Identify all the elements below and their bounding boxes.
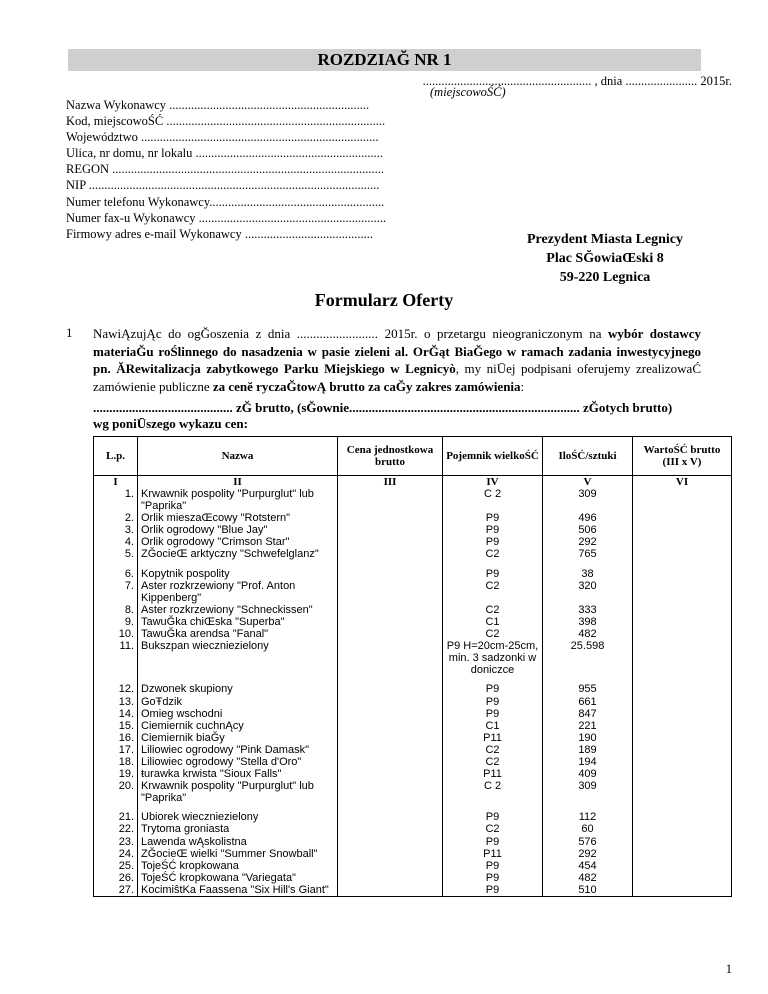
roman-numeral: I <box>94 476 138 489</box>
row-value <box>633 683 732 695</box>
row-capacity: P9 <box>443 536 543 548</box>
row-lp: 24. <box>94 848 138 860</box>
row-value <box>633 488 732 512</box>
row-name: Dzwonek skupiony <box>138 683 338 695</box>
table-row <box>94 548 732 560</box>
header-lp: L.p. <box>94 437 138 476</box>
row-quantity: 398 <box>543 616 633 628</box>
row-unit-price <box>338 640 443 676</box>
row-name: TawuĞka arendsa "Fanal" <box>138 628 338 640</box>
row-name: TawuĞka chiŒska "Superba" <box>138 616 338 628</box>
table-row <box>94 848 732 860</box>
spacer-cell <box>543 676 633 683</box>
row-lp: 12. <box>94 683 138 695</box>
row-lp: 1. <box>94 488 138 512</box>
field-line: Numer fax-u Wykonawcy ............................................................ <box>66 210 387 225</box>
row-quantity: 194 <box>543 756 633 768</box>
row-name: Ubiorek wieczniezielony <box>138 811 338 823</box>
row-value <box>633 604 732 616</box>
row-capacity: P9 <box>443 811 543 823</box>
price-table <box>93 436 732 897</box>
date-line: ...................................................... , dnia ....................... 2015r. <box>422 74 732 88</box>
row-capacity: P9 <box>443 696 543 708</box>
row-lp: 25. <box>94 860 138 872</box>
row-name: Ciemiernik cuchnĄcy <box>138 720 338 732</box>
row-lp: 18. <box>94 756 138 768</box>
table-row <box>94 628 732 640</box>
row-name: KocimiŝtKa Faassena "Six Hill's Giant" <box>138 884 338 897</box>
table-row <box>94 836 732 848</box>
row-capacity: P9 <box>443 568 543 580</box>
price-total-line: ........................................... zĞ brutto, (sĞownie....................................................................... zĞotych brutto) <box>93 400 673 415</box>
spacer-cell <box>338 561 443 568</box>
spacer-cell <box>543 561 633 568</box>
roman-numeral: VI <box>633 476 732 489</box>
row-quantity: 190 <box>543 732 633 744</box>
row-quantity: 847 <box>543 708 633 720</box>
table-row <box>94 512 732 524</box>
row-capacity: C2 <box>443 744 543 756</box>
row-lp: 2. <box>94 512 138 524</box>
field-line: Numer telefonu Wykonawcy........................................................ <box>66 194 385 209</box>
table-row <box>94 524 732 536</box>
header-unit-price: Cena jednostkowa brutto <box>338 437 443 476</box>
row-unit-price <box>338 548 443 560</box>
price-list-intro: wg poniŪszego wykazu cen: <box>93 415 248 431</box>
row-unit-price <box>338 512 443 524</box>
row-name: TojeŚĆ kropkowana "Variegata" <box>138 872 338 884</box>
row-value <box>633 616 732 628</box>
row-quantity: 189 <box>543 744 633 756</box>
row-value <box>633 848 732 860</box>
spacer-cell <box>633 804 732 811</box>
row-name: Krwawnik pospolity "Purpurglut" lub "Paprika" <box>138 488 338 512</box>
row-spacer <box>94 676 732 683</box>
row-quantity: 333 <box>543 604 633 616</box>
table-row <box>94 604 732 616</box>
spacer-cell <box>138 804 338 811</box>
row-unit-price <box>338 732 443 744</box>
row-capacity: P9 <box>443 683 543 695</box>
place-hint: (miejscowoŚĆ) <box>430 85 506 99</box>
field-line: Nazwa Wykonawcy ................................................................ <box>66 98 370 112</box>
spacer-cell <box>633 561 732 568</box>
row-unit-price <box>338 628 443 640</box>
row-lp: 3. <box>94 524 138 536</box>
row-value <box>633 823 732 835</box>
row-capacity: C2 <box>443 548 543 560</box>
row-value <box>633 568 732 580</box>
row-name: ŧurawka krwista "Sioux Falls" <box>138 768 338 780</box>
row-value <box>633 860 732 872</box>
field-line: NIP ............................................................................................. <box>66 178 380 193</box>
row-lp: 19. <box>94 768 138 780</box>
intro-price-clause: za cenĕ ryczaĞtowĄ brutto za caĞy zakres zamówienia <box>212 378 521 394</box>
row-spacer <box>94 561 732 568</box>
table-row <box>94 720 732 732</box>
row-quantity: 25.598 <box>543 640 633 676</box>
field-line: Kod, miejscowoŚĆ ...................................................................... <box>66 114 386 129</box>
row-value <box>633 628 732 640</box>
row-quantity: 482 <box>543 872 633 884</box>
row-capacity: P9 <box>443 860 543 872</box>
row-capacity: P11 <box>443 768 543 780</box>
spacer-cell <box>138 561 338 568</box>
row-lp: 17. <box>94 744 138 756</box>
row-quantity: 320 <box>543 580 633 604</box>
row-unit-price <box>338 683 443 695</box>
item-number: 1 <box>66 325 73 340</box>
row-quantity: 60 <box>543 823 633 835</box>
row-name: Omieg wschodni <box>138 708 338 720</box>
row-value <box>633 756 732 768</box>
row-quantity: 506 <box>543 524 633 536</box>
row-value <box>633 640 732 676</box>
row-name: GoŦdzik <box>138 696 338 708</box>
table-row <box>94 640 732 676</box>
row-quantity: 661 <box>543 696 633 708</box>
row-capacity: C2 <box>443 823 543 835</box>
page-number: 1 <box>725 962 732 976</box>
row-unit-price <box>338 524 443 536</box>
table-row <box>94 683 732 695</box>
row-capacity: P9 <box>443 708 543 720</box>
row-unit-price <box>338 836 443 848</box>
row-capacity: P9 <box>443 512 543 524</box>
row-lp: 5. <box>94 548 138 560</box>
row-value <box>633 720 732 732</box>
row-lp: 7. <box>94 580 138 604</box>
row-name: TojeŚĆ kropkowana <box>138 860 338 872</box>
row-unit-price <box>338 696 443 708</box>
row-value <box>633 512 732 524</box>
table-row <box>94 732 732 744</box>
row-lp: 27. <box>94 884 138 897</box>
row-name: Orlik ogrodowy "Crimson Star" <box>138 536 338 548</box>
table-row <box>94 696 732 708</box>
table-row <box>94 768 732 780</box>
table-row <box>94 568 732 580</box>
row-value <box>633 780 732 804</box>
spacer-cell <box>94 804 138 811</box>
row-unit-price <box>338 884 443 897</box>
row-unit-price <box>338 872 443 884</box>
header-quantity: IloŚĆ/sztuki <box>543 437 633 476</box>
row-lp: 20. <box>94 780 138 804</box>
header-value: WartoŚĆ brutto (III x V) <box>633 437 732 476</box>
row-unit-price <box>338 848 443 860</box>
row-name: Liliowiec ogrodowy "Pink Damask" <box>138 744 338 756</box>
table-row <box>94 580 732 604</box>
table-row <box>94 860 732 872</box>
spacer-cell <box>443 676 543 683</box>
contractor-fields <box>66 97 386 242</box>
row-quantity: 38 <box>543 568 633 580</box>
row-quantity: 112 <box>543 811 633 823</box>
spacer-cell <box>443 561 543 568</box>
row-capacity: P11 <box>443 848 543 860</box>
row-name: Kopytnik pospolity <box>138 568 338 580</box>
row-unit-price <box>338 768 443 780</box>
row-lp: 26. <box>94 872 138 884</box>
row-unit-price <box>338 780 443 804</box>
spacer-cell <box>443 804 543 811</box>
row-name: Ciemiernik biaĞy <box>138 732 338 744</box>
table-row <box>94 823 732 835</box>
row-lp: 14. <box>94 708 138 720</box>
row-name: Liliowiec ogrodowy "Stella d'Oro" <box>138 756 338 768</box>
row-capacity: C 2 <box>443 488 543 512</box>
row-value <box>633 732 732 744</box>
row-capacity: P9 H=20cm-25cm, min. 3 sadzonki w doniczce <box>443 640 543 676</box>
row-lp: 4. <box>94 536 138 548</box>
intro-text: : <box>520 378 525 394</box>
row-lp: 21. <box>94 811 138 823</box>
addressee-line: Plac SĞowiaŒski 8 <box>546 251 664 266</box>
addressee-block <box>505 230 705 287</box>
header-capacity: Pojemnik wielkoŚĆ <box>443 437 543 476</box>
spacer-cell <box>543 804 633 811</box>
row-name: Orlik mieszaŒcowy "Rotstern" <box>138 512 338 524</box>
row-name: Lawenda wĄskolistna <box>138 836 338 848</box>
row-capacity: P9 <box>443 884 543 897</box>
row-unit-price <box>338 811 443 823</box>
row-quantity: 292 <box>543 536 633 548</box>
row-unit-price <box>338 756 443 768</box>
row-lp: 23. <box>94 836 138 848</box>
field-line: Województwo ............................................................................ <box>66 130 379 145</box>
row-value <box>633 536 732 548</box>
row-capacity: P9 <box>443 872 543 884</box>
roman-numeral: III <box>338 476 443 489</box>
row-value <box>633 696 732 708</box>
addressee-line: 59-220 Legnica <box>559 270 651 285</box>
row-unit-price <box>338 488 443 512</box>
row-lp: 9. <box>94 616 138 628</box>
table-row <box>94 780 732 804</box>
spacer-cell <box>338 676 443 683</box>
row-unit-price <box>338 708 443 720</box>
row-capacity: P9 <box>443 524 543 536</box>
row-capacity: P11 <box>443 732 543 744</box>
spacer-cell <box>138 676 338 683</box>
row-name: Trytoma groniasta <box>138 823 338 835</box>
roman-numeral: IV <box>443 476 543 489</box>
row-lp: 15. <box>94 720 138 732</box>
roman-numeral: V <box>543 476 633 489</box>
addressee-line: Prezydent Miasta Legnicy <box>526 232 684 247</box>
spacer-cell <box>94 676 138 683</box>
row-quantity: 454 <box>543 860 633 872</box>
row-unit-price <box>338 580 443 604</box>
row-value <box>633 524 732 536</box>
row-quantity: 765 <box>543 548 633 560</box>
row-capacity: C1 <box>443 616 543 628</box>
intro-text: , my niŪej podpisani oferujemy zrealizowaĆ zamówienie publiczne <box>93 361 701 394</box>
row-name: ZĞocieŒ arktyczny "Schwefelglanz" <box>138 548 338 560</box>
row-lp: 22. <box>94 823 138 835</box>
row-value <box>633 872 732 884</box>
spacer-cell <box>338 804 443 811</box>
row-value <box>633 768 732 780</box>
row-unit-price <box>338 616 443 628</box>
row-quantity: 309 <box>543 780 633 804</box>
row-name: ZĞocieŒ wielki "Summer Snowball" <box>138 848 338 860</box>
row-name: Bukszpan wieczniezielony <box>138 640 338 676</box>
row-lp: 8. <box>94 604 138 616</box>
row-capacity: C 2 <box>443 780 543 804</box>
row-value <box>633 580 732 604</box>
table-row <box>94 872 732 884</box>
row-capacity: C1 <box>443 720 543 732</box>
intro-paragraph <box>93 325 701 395</box>
row-value <box>633 836 732 848</box>
row-capacity: C2 <box>443 580 543 604</box>
row-capacity: C2 <box>443 756 543 768</box>
table-row <box>94 811 732 823</box>
field-line: REGON ....................................................................................... <box>66 162 385 177</box>
row-quantity: 292 <box>543 848 633 860</box>
row-unit-price <box>338 860 443 872</box>
row-capacity: C2 <box>443 628 543 640</box>
row-quantity: 482 <box>543 628 633 640</box>
row-quantity: 576 <box>543 836 633 848</box>
row-quantity: 510 <box>543 884 633 897</box>
row-lp: 10. <box>94 628 138 640</box>
row-name: Aster rozkrzewiony "Prof. Anton Kippenberg" <box>138 580 338 604</box>
intro-subject: wybór dostawcy materiaĞu roŚlinnego do nasadzenia w pasie zieleni al. OrĞąt BiaĞego w ramach zadania inwestycyjnego pn. ĂRewitalizacja zabytkowego Parku Miejskiego w Legnicyò <box>93 326 701 376</box>
spacer-cell <box>94 561 138 568</box>
row-value <box>633 708 732 720</box>
row-quantity: 496 <box>543 512 633 524</box>
table-row <box>94 756 732 768</box>
row-unit-price <box>338 536 443 548</box>
row-quantity: 955 <box>543 683 633 695</box>
row-quantity: 221 <box>543 720 633 732</box>
chapter-title: ROZDZIAĞ NR 1 <box>68 49 701 71</box>
row-capacity: P9 <box>443 836 543 848</box>
row-unit-price <box>338 568 443 580</box>
spacer-cell <box>633 676 732 683</box>
row-spacer <box>94 804 732 811</box>
field-line: Ulica, nr domu, nr lokalu ............................................................ <box>66 146 383 161</box>
row-lp: 6. <box>94 568 138 580</box>
form-title: Formularz Oferty <box>314 290 454 310</box>
row-name: Aster rozkrzewiony "Schneckissen" <box>138 604 338 616</box>
table-row <box>94 536 732 548</box>
row-value <box>633 811 732 823</box>
table-row <box>94 744 732 756</box>
row-unit-price <box>338 604 443 616</box>
row-unit-price <box>338 823 443 835</box>
header-name: Nazwa <box>138 437 338 476</box>
row-value <box>633 548 732 560</box>
table-row <box>94 884 732 897</box>
row-value <box>633 744 732 756</box>
table-row <box>94 488 732 512</box>
price-line <box>93 400 733 431</box>
table-row <box>94 616 732 628</box>
row-lp: 16. <box>94 732 138 744</box>
row-capacity: C2 <box>443 604 543 616</box>
row-quantity: 309 <box>543 488 633 512</box>
intro-text: NawiĄzujĄc do ogĞoszenia z dnia ......................... 2015r. o przetargu nieograniczonym na <box>93 326 609 341</box>
table-row <box>94 708 732 720</box>
row-unit-price <box>338 720 443 732</box>
row-name: Orlik ogrodowy "Blue Jay" <box>138 524 338 536</box>
row-lp: 13. <box>94 696 138 708</box>
roman-numeral: II <box>138 476 338 489</box>
row-value <box>633 884 732 897</box>
row-name: Krwawnik pospolity "Purpurglut" lub "Paprika" <box>138 780 338 804</box>
row-quantity: 409 <box>543 768 633 780</box>
row-lp: 11. <box>94 640 138 676</box>
row-unit-price <box>338 744 443 756</box>
field-line: Firmowy adres e-mail Wykonawcy ......................................... <box>66 226 373 241</box>
